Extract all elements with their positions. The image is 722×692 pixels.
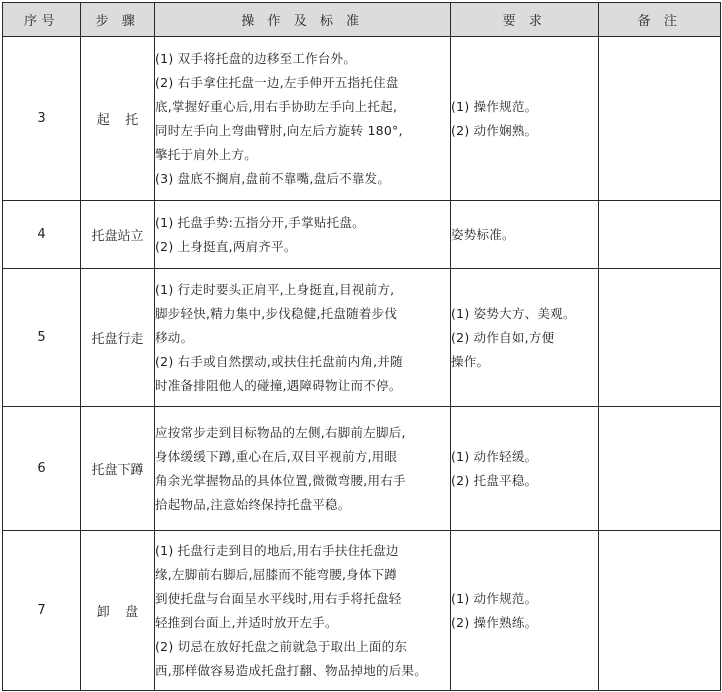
requirement-line: (1) 动作规范。 <box>451 590 538 606</box>
operation-line: 时准备排阻他人的碰撞,遇障碍物让而不停。 <box>155 377 402 393</box>
operation-standard <box>155 269 451 407</box>
note-cell <box>599 269 721 407</box>
operation-line: 西,那样做容易造成托盘打翻、物品掉地的后果。 <box>155 662 427 678</box>
row-number: 6 <box>3 407 81 531</box>
requirement <box>451 269 599 407</box>
step-name: 托盘下蹲 <box>81 407 155 531</box>
step-name: 起托 <box>81 37 155 201</box>
header-step: 步 骤 <box>81 3 155 37</box>
table-row <box>3 407 721 531</box>
operation-line: 脚步轻快,精力集中,步伐稳健,托盘随着步伐 <box>155 305 398 321</box>
requirement-line: (2) 操作熟练。 <box>451 614 538 630</box>
note-cell <box>599 37 721 201</box>
operation-line: 角余光掌握物品的具体位置,微微弯腰,用右手 <box>155 472 406 488</box>
requirement-line: 姿势标准。 <box>451 226 515 242</box>
row-number: 3 <box>3 37 81 201</box>
operation-line: (2) 切忌在放好托盘之前就急于取出上面的东 <box>155 638 408 654</box>
header-note: 备 注 <box>599 3 721 37</box>
note-cell <box>599 201 721 269</box>
operation-line: 轻推到台面上,并适时放开左手。 <box>155 614 338 630</box>
operation-line: (3) 盘底不搁肩,盘前不靠嘴,盘后不靠发。 <box>155 170 391 186</box>
operation-line: (1) 双手将托盘的边移至工作台外。 <box>155 50 357 66</box>
operation-line: (1) 托盘手势:五指分开,手掌贴托盘。 <box>155 214 365 230</box>
operation-line: (2) 右手或自然摆动,或扶住托盘前内角,并随 <box>155 353 403 369</box>
requirement-line: (1) 动作轻缓。 <box>451 448 538 464</box>
header-row <box>3 3 721 37</box>
operation-line: 到使托盘与台面呈水平线时,用右手将托盘轻 <box>155 590 402 606</box>
header-no: 序号 <box>3 3 81 37</box>
requirement-line: (2) 动作自如,方便 <box>451 329 555 345</box>
operation-standard <box>155 37 451 201</box>
procedure-table <box>2 2 721 691</box>
row-number: 4 <box>3 201 81 269</box>
operation-line: (2) 上身挺直,两肩齐平。 <box>155 238 297 254</box>
operation-line: 缘,左脚前右脚后,屈膝而不能弯腰,身体下蹲 <box>155 566 398 582</box>
requirement-line: 操作。 <box>451 353 490 369</box>
operation-standard <box>155 407 451 531</box>
requirement-line: (2) 动作娴熟。 <box>451 122 538 138</box>
table-row <box>3 531 721 691</box>
operation-line: 拾起物品,注意始终保持托盘平稳。 <box>155 496 351 512</box>
row-number: 7 <box>3 531 81 691</box>
operation-line: 身体缓缓下蹲,重心在后,双目平视前方,用眼 <box>155 448 398 464</box>
requirement <box>451 407 599 531</box>
operation-standard <box>155 201 451 269</box>
requirement <box>451 531 599 691</box>
step-name: 托盘行走 <box>81 269 155 407</box>
table-row <box>3 201 721 269</box>
operation-line: (1) 托盘行走到目的地后,用右手扶住托盘边 <box>155 542 399 558</box>
row-number: 5 <box>3 269 81 407</box>
operation-line: 擎托于肩外上方。 <box>155 146 258 162</box>
note-cell <box>599 531 721 691</box>
operation-line: 同时左手向上弯曲臂肘,向左后方旋转 180°, <box>155 122 403 138</box>
requirement-line: (1) 操作规范。 <box>451 98 538 114</box>
requirement <box>451 37 599 201</box>
operation-line: 移动。 <box>155 329 194 345</box>
table-row <box>3 269 721 407</box>
requirement-line: (2) 托盘平稳。 <box>451 472 538 488</box>
table-row <box>3 37 721 201</box>
note-cell <box>599 407 721 531</box>
requirement-line: (1) 姿势大方、美观。 <box>451 305 576 321</box>
operation-line: (2) 右手拿住托盘一边,左手伸开五指托住盘 <box>155 74 399 90</box>
step-name: 托盘站立 <box>81 201 155 269</box>
operation-standard <box>155 531 451 691</box>
operation-line: 应按常步走到目标物品的左侧,右脚前左脚后, <box>155 424 406 440</box>
operation-line: (1) 行走时要头正肩平,上身挺直,目视前方, <box>155 281 395 297</box>
header-requirement: 要 求 <box>451 3 599 37</box>
step-name: 卸盘 <box>81 531 155 691</box>
header-operation: 操 作 及 标 准 <box>155 3 451 37</box>
requirement <box>451 201 599 269</box>
operation-line: 底,掌握好重心后,用右手协助左手向上托起, <box>155 98 398 114</box>
